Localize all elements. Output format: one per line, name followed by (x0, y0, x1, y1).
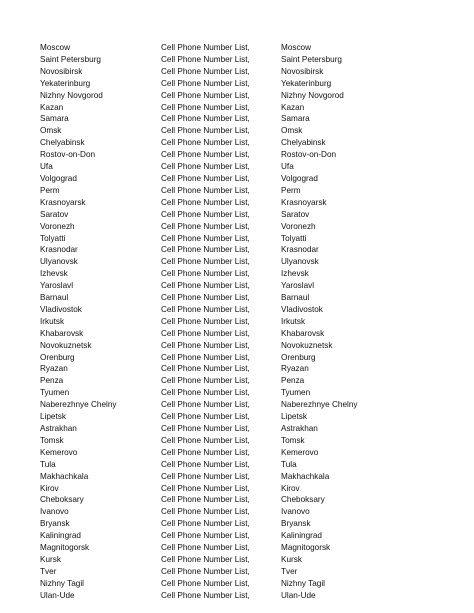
list-label: Cell Phone Number List, (161, 281, 250, 291)
table-row (40, 256, 391, 268)
table-row (40, 66, 391, 78)
list-label: Cell Phone Number List, (161, 233, 250, 243)
table-row (40, 173, 391, 185)
table-row (40, 340, 391, 352)
city-name-repeat: Ulyanovsk (281, 257, 319, 267)
city-name: Ufa (40, 162, 53, 172)
city-name: Perm (40, 185, 60, 195)
city-name: Tomsk (40, 435, 64, 445)
table-row (40, 542, 391, 554)
city-name: Omsk (40, 126, 62, 136)
city-name-repeat: Tolyatti (281, 233, 307, 243)
city-name-repeat: Magnitogorsk (281, 543, 331, 553)
table-row (40, 435, 391, 447)
city-name-repeat: Makhachkala (281, 471, 330, 481)
city-name: Yekaterinburg (40, 78, 91, 88)
city-name: Penza (40, 376, 64, 386)
city-name-repeat: Tomsk (281, 435, 305, 445)
city-name: Cheboksary (40, 495, 84, 505)
city-name-repeat: Moscow (281, 43, 312, 52)
city-name: Kazan (40, 102, 64, 112)
table-row (40, 209, 391, 221)
city-name-repeat: Tula (281, 459, 297, 469)
city-name-repeat: Bryansk (281, 519, 311, 529)
list-label: Cell Phone Number List, (161, 138, 250, 148)
list-label: Cell Phone Number List, (161, 173, 250, 183)
city-name: Kemerovo (40, 447, 78, 457)
city-name-repeat: Barnaul (281, 293, 310, 303)
city-name: Samara (40, 114, 69, 124)
table-row (40, 328, 391, 340)
table-row (40, 137, 391, 149)
city-name: Volgograd (40, 173, 77, 183)
city-name-repeat: Vladivostok (281, 304, 323, 314)
table-row (40, 292, 391, 304)
table-row (40, 316, 391, 328)
table-row (40, 363, 391, 375)
table-row (40, 221, 391, 233)
city-name: Vladivostok (40, 304, 82, 314)
list-label: Cell Phone Number List, (161, 519, 250, 529)
city-name-repeat: Omsk (281, 126, 303, 136)
city-name: Yaroslavl (40, 281, 74, 291)
city-name-repeat: Saint Petersburg (281, 54, 342, 64)
list-label: Cell Phone Number List, (161, 126, 250, 136)
city-name-repeat: Chelyabinsk (281, 138, 326, 148)
list-label: Cell Phone Number List, (161, 364, 250, 374)
city-name-repeat: Nizhny Tagil (281, 578, 325, 588)
city-name: Chelyabinsk (40, 138, 85, 148)
city-name: Moscow (40, 43, 71, 52)
city-name: Krasnoyarsk (40, 197, 86, 207)
city-name: Saint Petersburg (40, 54, 101, 64)
city-name: Makhachkala (40, 471, 89, 481)
list-label: Cell Phone Number List, (161, 245, 250, 255)
table-row (40, 102, 391, 114)
table-row (40, 185, 391, 197)
list-label: Cell Phone Number List, (161, 90, 250, 100)
list-label: Cell Phone Number List, (161, 293, 250, 303)
city-name-repeat: Tver (281, 566, 298, 576)
list-label: Cell Phone Number List, (161, 197, 250, 207)
city-list-body (40, 42, 391, 602)
city-name: Astrakhan (40, 424, 77, 433)
city-name: Magnitogorsk (40, 543, 90, 553)
city-name: Novokuznetsk (40, 340, 92, 350)
list-label: Cell Phone Number List, (161, 352, 250, 362)
table-row (40, 113, 391, 125)
city-name: Khabarovsk (40, 328, 84, 338)
list-label: Cell Phone Number List, (161, 43, 250, 52)
list-label: Cell Phone Number List, (161, 102, 250, 112)
city-name-repeat: Izhevsk (281, 269, 309, 279)
list-label: Cell Phone Number List, (161, 495, 250, 505)
city-name-repeat: Kaliningrad (281, 531, 322, 541)
list-label: Cell Phone Number List, (161, 590, 250, 600)
list-label: Cell Phone Number List, (161, 221, 250, 231)
city-name: Kirov (40, 483, 59, 493)
city-name: Tula (40, 459, 56, 469)
city-name-repeat: Irkutsk (281, 316, 306, 326)
list-label: Cell Phone Number List, (161, 543, 250, 553)
city-name-repeat: Samara (281, 114, 310, 124)
city-name-repeat: Ufa (281, 162, 294, 172)
list-label: Cell Phone Number List, (161, 554, 250, 564)
city-name: Tolyatti (40, 233, 66, 243)
list-label: Cell Phone Number List, (161, 435, 250, 445)
list-label: Cell Phone Number List, (161, 54, 250, 64)
city-name: Kursk (40, 554, 61, 564)
city-name-repeat: Kazan (281, 102, 305, 112)
city-name: Lipetsk (40, 412, 66, 422)
table-row (40, 280, 391, 292)
list-label: Cell Phone Number List, (161, 507, 250, 517)
table-row (40, 78, 391, 90)
city-name-repeat: Kemerovo (281, 447, 319, 457)
list-label: Cell Phone Number List, (161, 400, 250, 410)
list-label: Cell Phone Number List, (161, 340, 250, 350)
list-label: Cell Phone Number List, (161, 162, 250, 172)
table-row (40, 268, 391, 280)
list-label: Cell Phone Number List, (161, 424, 250, 433)
city-name-repeat: Yekaterinburg (281, 78, 332, 88)
list-label: Cell Phone Number List, (161, 531, 250, 541)
list-label: Cell Phone Number List, (161, 412, 250, 422)
city-name: Barnaul (40, 293, 69, 303)
table-row (40, 459, 391, 471)
city-name-repeat: Novokuznetsk (281, 340, 333, 350)
list-label: Cell Phone Number List, (161, 257, 250, 267)
city-name-repeat: Rostov-on-Don (281, 150, 337, 160)
table-row (40, 506, 391, 518)
table-row (40, 518, 391, 530)
city-name-repeat: Ulan-Ude (281, 590, 316, 600)
city-name-repeat: Cheboksary (281, 495, 325, 505)
city-name-repeat: Krasnoyarsk (281, 197, 327, 207)
city-name: Rostov-on-Don (40, 150, 96, 160)
list-label: Cell Phone Number List, (161, 269, 250, 279)
list-label: Cell Phone Number List, (161, 471, 250, 481)
city-name-repeat: Ivanovo (281, 507, 310, 517)
city-name-repeat: Voronezh (281, 221, 316, 231)
table-row (40, 399, 391, 411)
table-row (40, 125, 391, 137)
list-label: Cell Phone Number List, (161, 114, 250, 124)
city-name: Naberezhnye Chelny (40, 400, 117, 410)
city-name: Orenburg (40, 352, 75, 362)
city-name-repeat: Perm (281, 185, 301, 195)
list-label: Cell Phone Number List, (161, 209, 250, 219)
table-row (40, 483, 391, 495)
city-list-table (40, 42, 391, 602)
table-row (40, 149, 391, 161)
table-row (40, 90, 391, 102)
table-row (40, 387, 391, 399)
list-label: Cell Phone Number List, (161, 459, 250, 469)
city-name: Ulyanovsk (40, 257, 78, 267)
list-label: Cell Phone Number List, (161, 304, 250, 314)
table-row (40, 566, 391, 578)
list-label: Cell Phone Number List, (161, 78, 250, 88)
table-row (40, 304, 391, 316)
city-name: Kaliningrad (40, 531, 81, 541)
list-label: Cell Phone Number List, (161, 388, 250, 398)
table-row (40, 590, 391, 602)
city-name-repeat: Khabarovsk (281, 328, 325, 338)
city-name: Tver (40, 566, 57, 576)
city-name-repeat: Volgograd (281, 173, 318, 183)
city-name: Irkutsk (40, 316, 65, 326)
city-name: Izhevsk (40, 269, 68, 279)
table-row (40, 233, 391, 245)
list-label: Cell Phone Number List, (161, 185, 250, 195)
city-name: Ivanovo (40, 507, 69, 517)
table-row (40, 554, 391, 566)
table-row (40, 352, 391, 364)
list-label: Cell Phone Number List, (161, 566, 250, 576)
list-label: Cell Phone Number List, (161, 150, 250, 160)
city-name-repeat: Saratov (281, 209, 310, 219)
table-row (40, 375, 391, 387)
city-name: Tyumen (40, 388, 70, 398)
city-name: Bryansk (40, 519, 70, 529)
city-name: Saratov (40, 209, 69, 219)
list-label: Cell Phone Number List, (161, 316, 250, 326)
list-label: Cell Phone Number List, (161, 66, 250, 76)
city-name: Ryazan (40, 364, 68, 374)
city-name-repeat: Yaroslavl (281, 281, 315, 291)
city-name-repeat: Krasnodar (281, 245, 319, 255)
city-name-repeat: Orenburg (281, 352, 316, 362)
table-row (40, 530, 391, 542)
table-row (40, 244, 391, 256)
table-row (40, 42, 391, 54)
list-label: Cell Phone Number List, (161, 376, 250, 386)
table-row (40, 423, 391, 435)
list-label: Cell Phone Number List, (161, 447, 250, 457)
table-row (40, 54, 391, 66)
list-label: Cell Phone Number List, (161, 483, 250, 493)
city-name: Novosibirsk (40, 66, 83, 76)
table-row (40, 494, 391, 506)
table-row (40, 578, 391, 590)
city-name-repeat: Lipetsk (281, 412, 307, 422)
city-name-repeat: Ryazan (281, 364, 309, 374)
city-name: Krasnodar (40, 245, 78, 255)
table-row (40, 161, 391, 173)
city-name-repeat: Astrakhan (281, 424, 318, 433)
city-name: Nizhny Novgorod (40, 90, 103, 100)
city-name-repeat: Kirov (281, 483, 300, 493)
city-name: Ulan-Ude (40, 590, 75, 600)
city-name-repeat: Nizhny Novgorod (281, 90, 344, 100)
city-name-repeat: Kursk (281, 554, 302, 564)
table-row (40, 197, 391, 209)
city-name-repeat: Naberezhnye Chelny (281, 400, 358, 410)
city-name-repeat: Tyumen (281, 388, 311, 398)
city-name-repeat: Novosibirsk (281, 66, 324, 76)
city-name: Voronezh (40, 221, 75, 231)
table-row (40, 411, 391, 423)
table-row (40, 447, 391, 459)
list-label: Cell Phone Number List, (161, 578, 250, 588)
city-name-repeat: Penza (281, 376, 305, 386)
table-row (40, 471, 391, 483)
city-name: Nizhny Tagil (40, 578, 84, 588)
list-label: Cell Phone Number List, (161, 328, 250, 338)
